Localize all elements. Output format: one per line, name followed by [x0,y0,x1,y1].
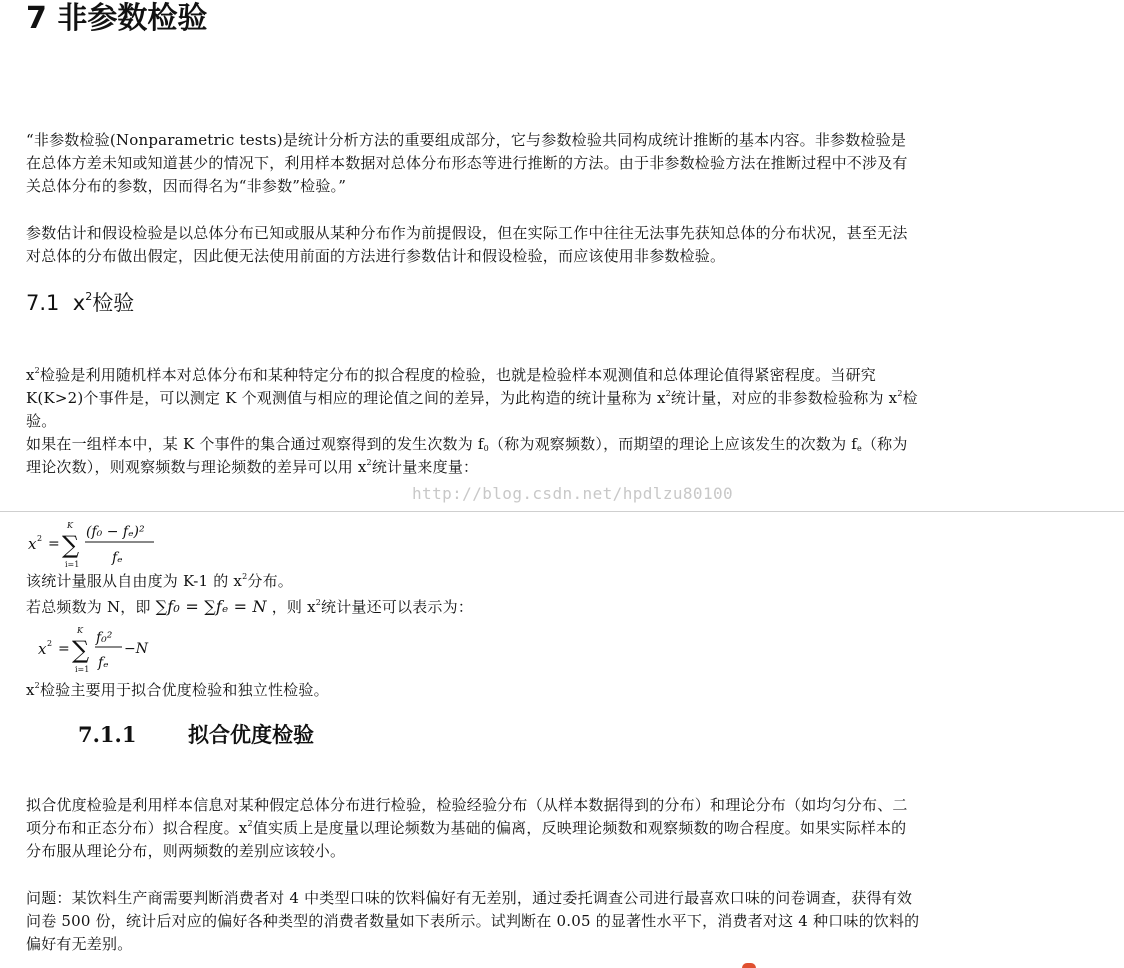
text-line: “非参数检验(Nonparametric tests)是统计分析方法的重要组成部分，它与参数检验共同构成统计推断的基本内容。非参数检验是 [26,131,907,149]
text-line: 偏好有无差别。 [26,935,133,953]
text-line: K(K>2)个事件是，可以测定 K 个观测值与相应的理论值之间的差异，为此构造的统计量称为 $x^2$统计量，对应的非参数检验称为 $x^2$检 [26,389,918,407]
dof-line: 该统计量服从自由度为 K-1 的 $x^2$分布。 [26,572,293,590]
sum-icon: ∑ [72,636,90,664]
formula-lhs: x [28,535,37,553]
total-frequency-line: 若总频数为 N，即 ∑f₀ = ∑fₑ = N ，则 $x^2$统计量还可以表示为： [26,597,474,616]
chi-square-formula-alt [36,622,166,676]
formula-numerator: f₀² [96,630,113,646]
section-number: 7.1 [26,291,60,315]
watermark-url: http://blog.csdn.net/hpdlzu80100 [412,484,734,503]
section-symbol: x [72,291,86,315]
text-line: 对总体的分布做出假定，因此便无法使用前面的方法进行参数估计和假设检验，而应该使用非参数检验。 [26,247,726,265]
inline-formula: ∑f₀ = ∑fₑ = N [155,597,267,616]
text-line: 参数估计和假设检验是以总体分布已知或服从某种分布作为前提假设，但在实际工作中往往无法事先获知总体的分布状况，甚至无法 [26,224,908,242]
svg-text:K: K [67,521,73,530]
svg-text:=: = [48,536,60,552]
section-superscript: 2 [85,290,93,303]
problem-paragraph [26,887,919,956]
svg-text:2: 2 [47,639,53,648]
section-title: 检验 [92,291,135,315]
text-line: 关总体分布的参数，因而得名为“非参数”检验。” [26,177,347,195]
svg-text:2: 2 [37,534,43,543]
goodness-of-fit-paragraph [26,794,908,863]
sum-icon: ∑ [62,531,80,559]
formula-denominator: fₑ [98,655,109,671]
section-heading-7-1 [26,288,134,318]
text-line: 如果在一组样本中，某 K 个事件的集合通过观察得到的发生次数为 $f_0$（称为观察频数），而期望的理论上应该发生的次数为 $f_e$（称为 [26,435,908,453]
intro-paragraph [26,222,908,268]
formula-lhs: x [38,640,47,658]
page-title: 7 非参数检验 [26,1,208,36]
text-line: 项分布和正态分布）拟合程度。$x^2$值实质上是度量以理论频数为基础的偏离，反映理论频数和观察频数的吻合程度。如果实际样本的 [26,819,907,837]
text-line: 问卷 500 份，统计后对应的偏好各种类型的消费者数量如下表所示。试判断在 0.05 的显著性水平下，消费者对这 4 种口味的饮料的 [26,912,920,930]
svg-text:K: K [77,626,83,635]
subsection-number: 7.1.1 [78,722,137,747]
formula-denominator: fₑ [112,550,123,566]
text-line: $x^2$检验是利用随机样本对总体分布和某种特定分布的拟合程度的检验，也就是检验样本观测值和总体理论值得紧密程度。当研究 [26,366,876,384]
chi-square-description [26,364,918,433]
text-line: 拟合优度检验是利用样本信息对某种假定总体分布进行检验，检验经验分布（从样本数据得到的分布）和理论分布（如均匀分布、二 [26,796,908,814]
svg-text:−N: −N [124,641,148,657]
text-line: 在总体方差未知或知道甚少的情况下，利用样本数据对总体分布形态等进行推断的方法。由于非参数检验方法在推断过程中不涉及有 [26,154,908,172]
text-line: 理论次数），则观察频数与理论频数的差异可以用 $x^2$统计量来度量： [26,458,479,476]
svg-text:i=1: i=1 [75,665,90,674]
section-heading-7-1-1 [78,720,314,750]
frequency-paragraph [26,433,908,479]
text-line: 问题：某饮料生产商需要判断消费者对 4 中类型口味的饮料偏好有无差别，通过委托调查公司进行最喜欢口味的问卷调查，获得有效 [26,889,913,907]
subsection-title: 拟合优度检验 [188,722,314,747]
usage-line: $x^2$检验主要用于拟合优度检验和独立性检验。 [26,681,329,699]
intro-quote-paragraph [26,129,908,198]
formula-numerator: (f₀ − fₑ)² [86,524,145,540]
svg-text:i=1: i=1 [65,560,80,569]
text-line: 验。 [26,412,57,430]
chi-square-formula [26,516,166,570]
divider [0,511,1124,512]
text-line: 分布服从理论分布，则两频数的差别应该较小。 [26,842,346,860]
stamp-fragment [742,963,756,968]
svg-text:=: = [58,641,70,657]
